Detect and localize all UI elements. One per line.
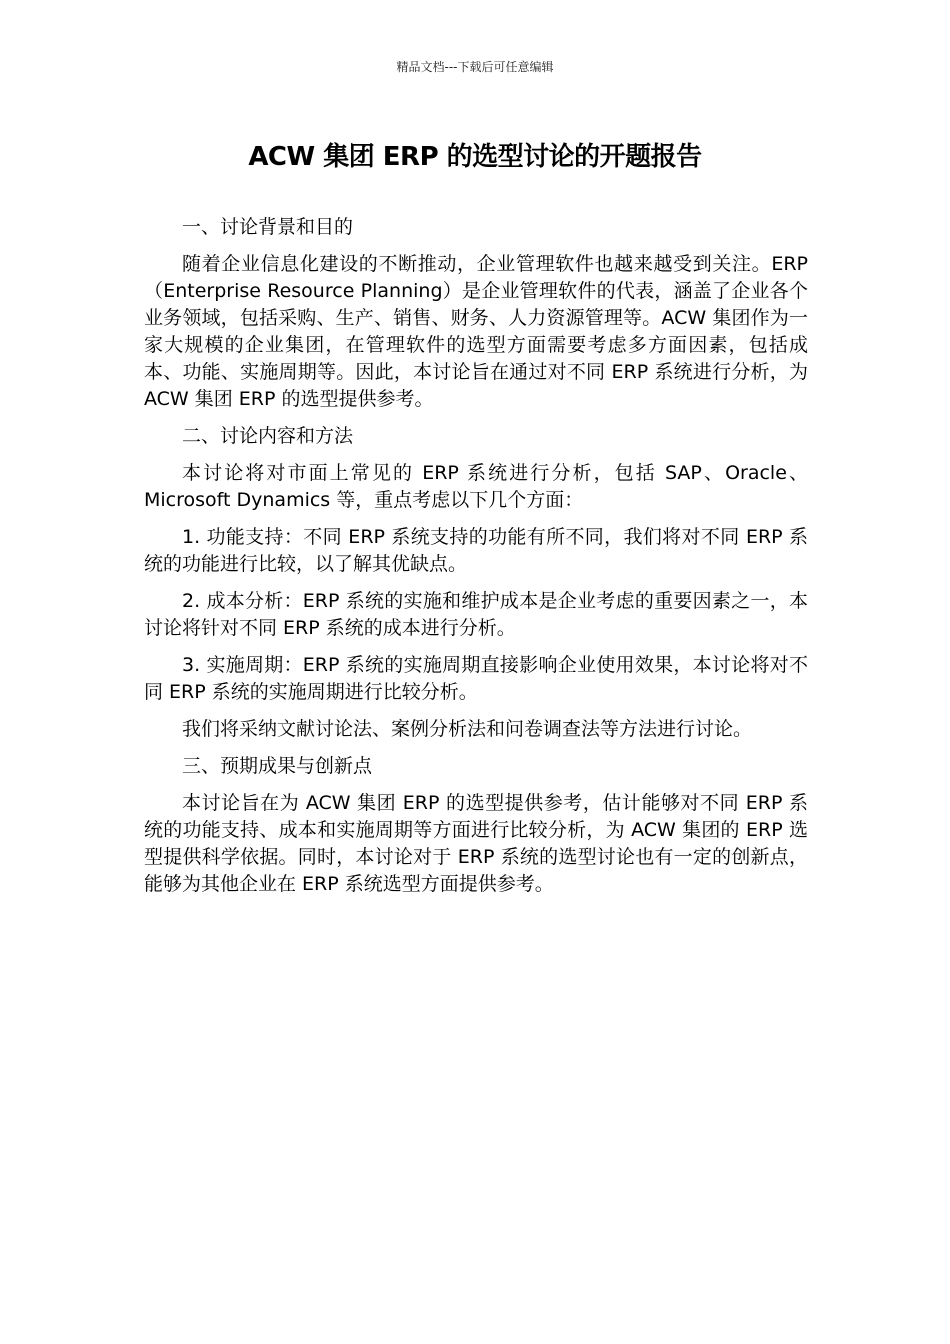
section-heading-expected-results: 三、预期成果与创新点: [182, 755, 373, 777]
document-body: [144, 214, 808, 908]
page-header: 精品文档---下载后可任意编辑: [396, 60, 554, 74]
section-heading-background: 一、讨论背景和目的: [182, 216, 354, 238]
section-heading-content-method: 二、讨论内容和方法: [182, 425, 354, 447]
paragraph-background: 随着企业信息化建设的不断推动，企业管理软件也越来越受到关注。ERP（Enterprise Resource Planning）是企业管理软件的代表，涵盖了企业各个业务领域，包括采购、生产、销售、财务、人力资源管理等。ACW 集团作为一家大规模的企业集团，在管理软件的选型方面需要考虑多方面因素，包括成本、功能、实施周期等。因此，本讨论旨在通过对不同 ERP 系统进行分析，为 ACW 集团 ERP 的选型提供参考。: [144, 253, 808, 410]
document-title: ACW 集团 ERP 的选型讨论的开题报告: [248, 142, 702, 172]
paragraph-methods: 我们将采纳文献讨论法、案例分析法和问卷调查法等方法进行讨论。: [182, 718, 753, 740]
paragraph-implementation-cycle: 3. 实施周期：ERP 系统的实施周期直接影响企业使用效果，本讨论将对不同 ERP 系统的实施周期进行比较分析。: [144, 654, 808, 703]
paragraph-content-intro: 本讨论将对市面上常见的 ERP 系统进行分析，包括 SAP、Oracle、Microsoft Dynamics 等，重点考虑以下几个方面：: [144, 462, 808, 511]
paragraph-expected-results: 本讨论旨在为 ACW 集团 ERP 的选型提供参考，估计能够对不同 ERP 系统的功能支持、成本和实施周期等方面进行比较分析，为 ACW 集团的 ERP 选型提供科学依据。同时，本讨论对于 ERP 系统的选型讨论也有一定的创新点，能够为其他企业在 ERP 系统选型方面提供参考。: [144, 792, 808, 895]
paragraph-function-support: 1. 功能支持：不同 ERP 系统支持的功能有所不同，我们将对不同 ERP 系统的功能进行比较，以了解其优缺点。: [144, 526, 808, 575]
paragraph-cost-analysis: 2. 成本分析：ERP 系统的实施和维护成本是企业考虑的重要因素之一，本讨论将针对不同 ERP 系统的成本进行分析。: [144, 590, 808, 639]
